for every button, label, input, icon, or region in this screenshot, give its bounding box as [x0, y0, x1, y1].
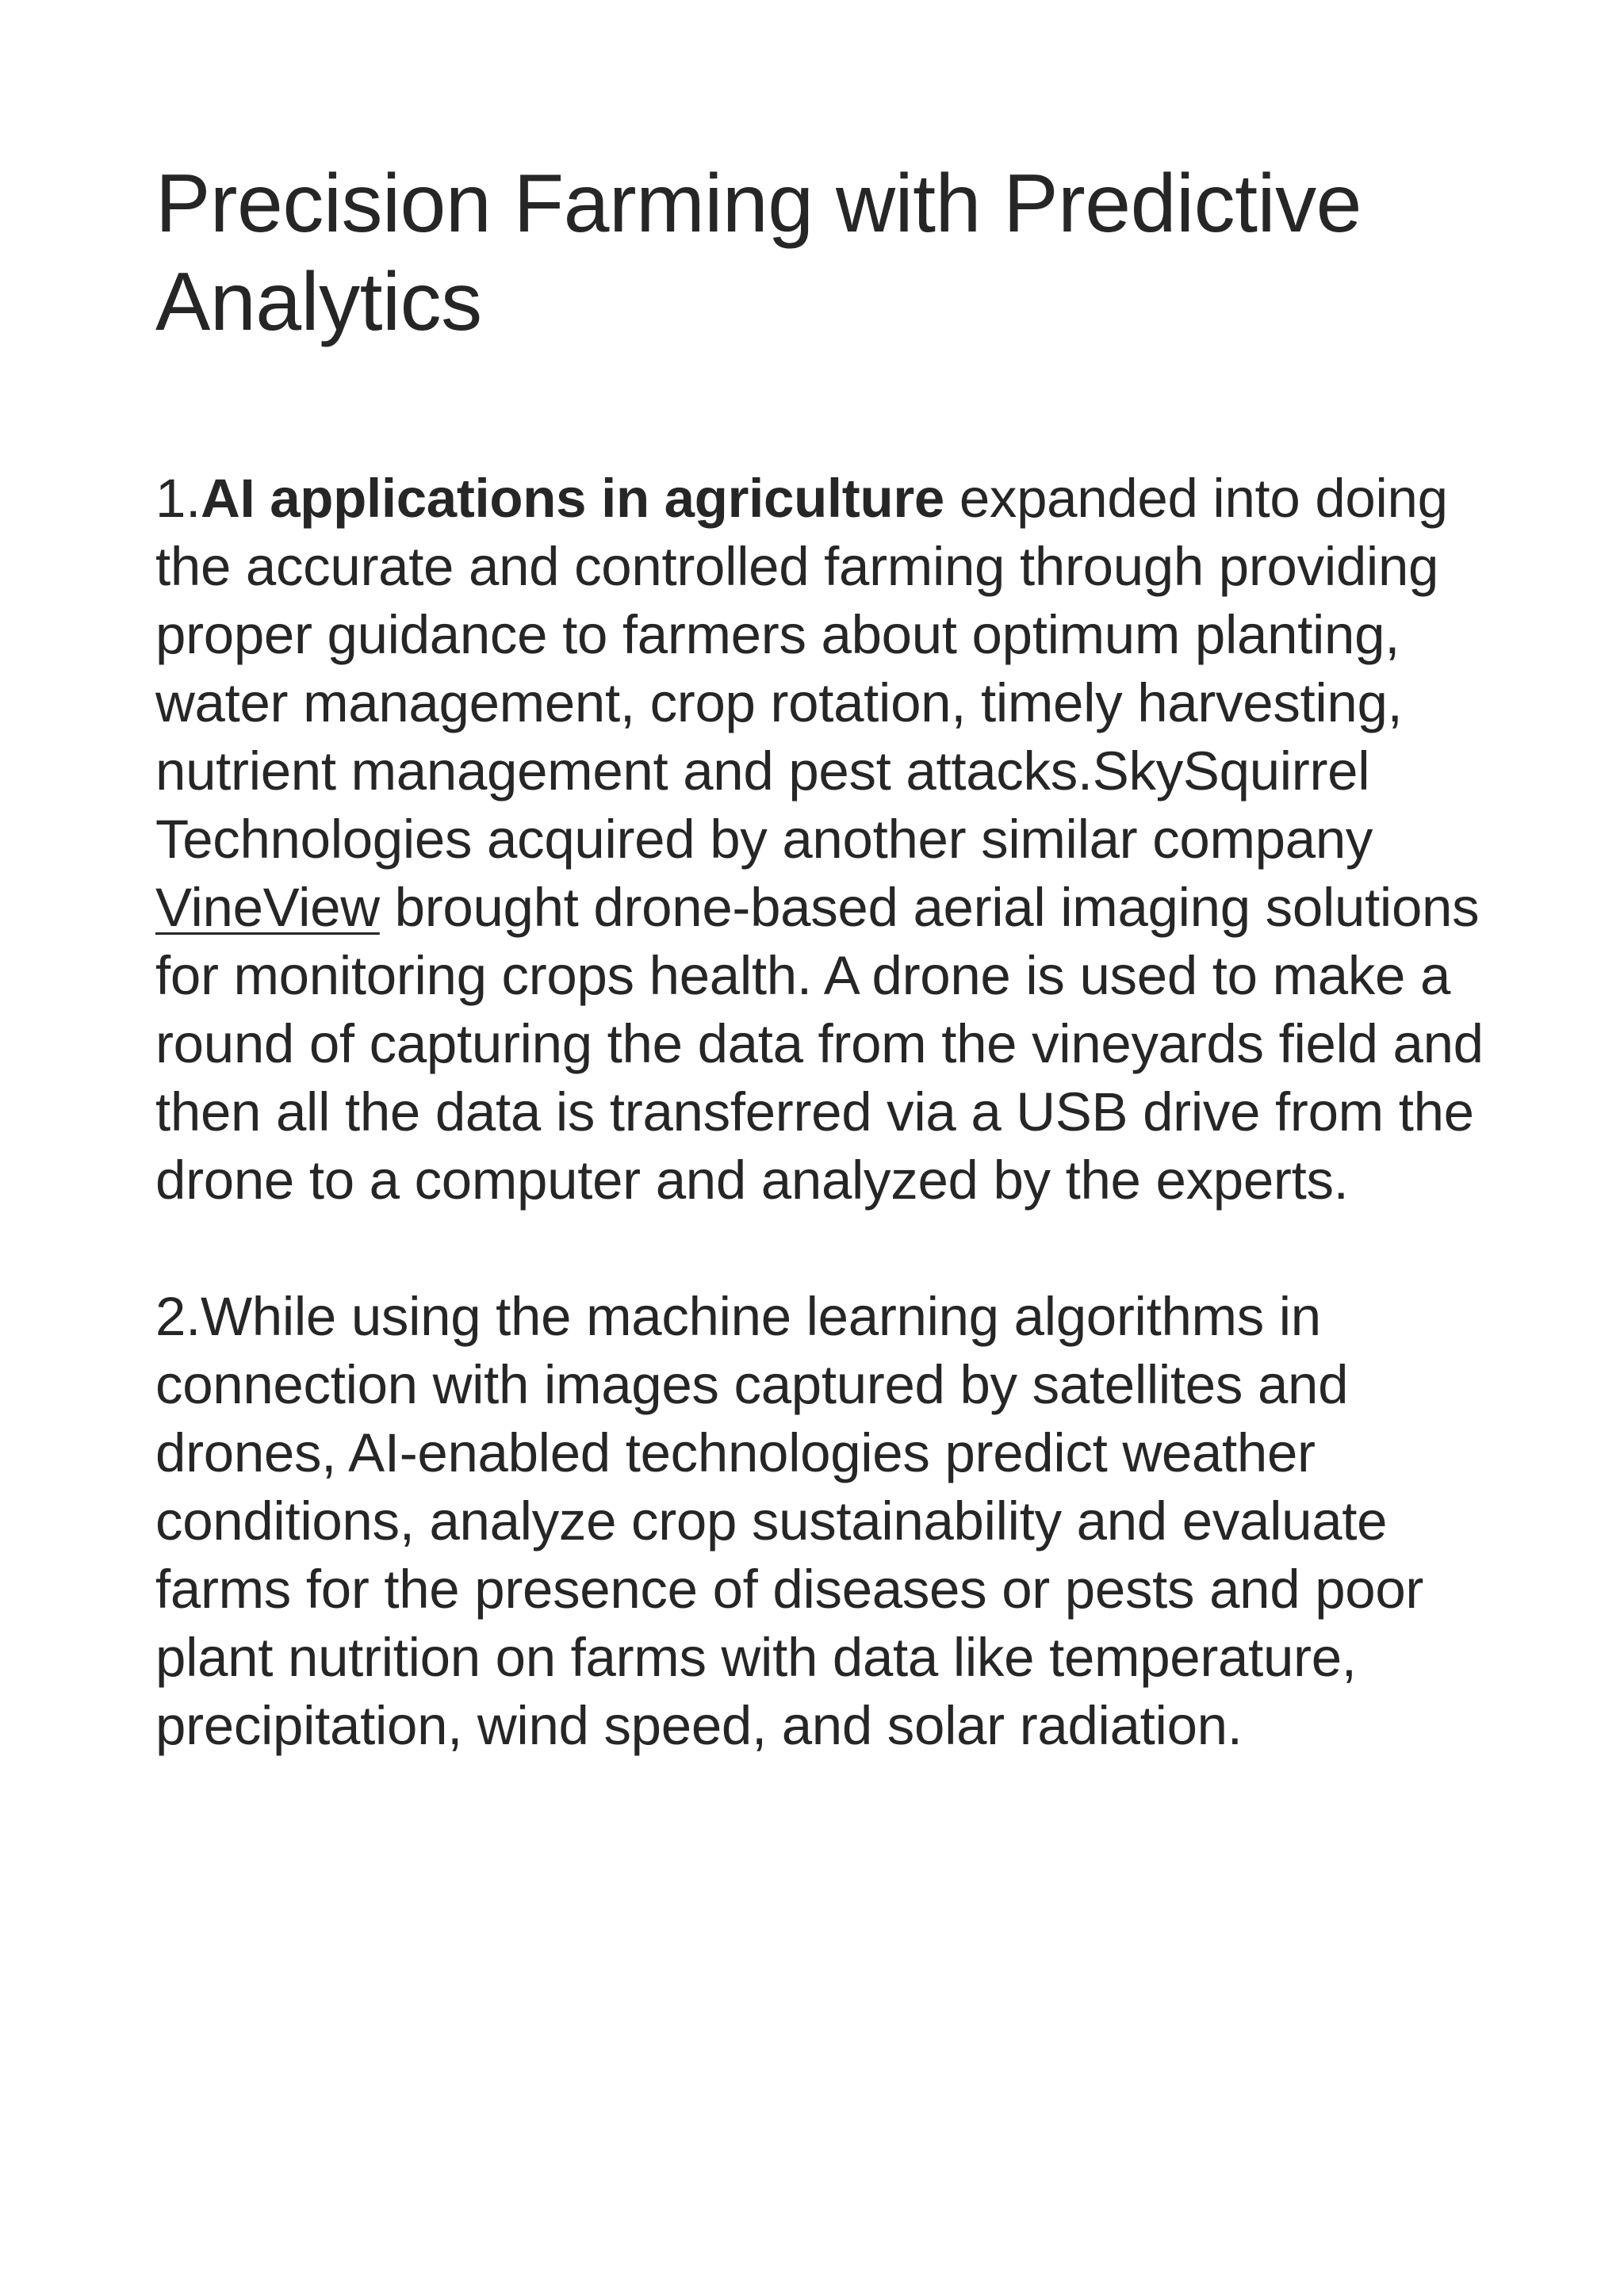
paragraph-2: 2.While using the machine learning algorithms in connection with images captured by satellites and drones, AI-enabled technologies predict weather conditions, analyze crop sustainability and evaluate farms for the presence of diseases or pests and poor plant nutrition on farms with data like temperature, precipitation, wind speed, and solar radiation.	[155, 1286, 1424, 1756]
paragraph-1-text-a: expanded into doing the accurate and controlled farming through providing proper guidance to farmers about optimum planting, water management, crop rotation, timely harvesting, nutrient management and pest attacks.SkySquirrel Technologies acquired by another similar company	[155, 468, 1448, 870]
page-title: Precision Farming with Predictive Analytics	[155, 158, 1362, 348]
paragraph-1-bold-lead: AI applications in agriculture	[200, 468, 944, 529]
document-page	[155, 155, 1503, 1760]
vineview-link[interactable]: VineView	[155, 877, 380, 938]
paragraph-1-text-b: brought drone-based aerial imaging solutions for monitoring crops health. A drone is used to make a round of capturing the data from the vineyards field and then all the data is transferred via a USB drive from the drone to a computer and analyzed by the experts.	[155, 877, 1484, 1211]
paragraph-1-number: 1.	[155, 468, 201, 529]
paragraph-1	[155, 465, 1503, 1215]
